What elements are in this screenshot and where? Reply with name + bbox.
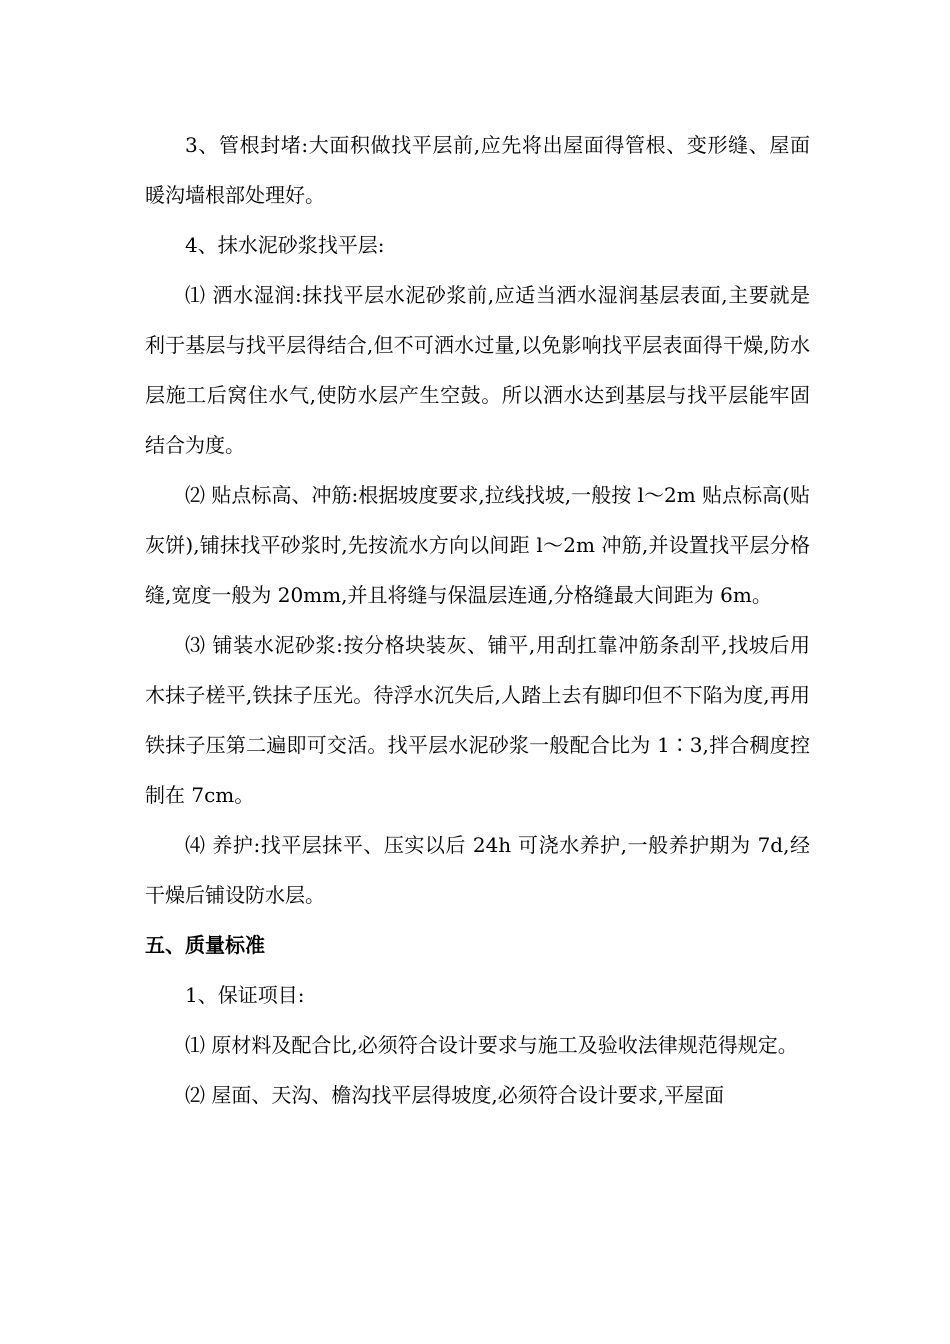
paragraph-pipe-root-sealing: 3、管根封堵:大面积做找平层前,应先将出屋面得管根、变形缝、屋面暖沟墙根部处理好。 bbox=[145, 133, 810, 207]
paragraph-mortar-laying: ⑶ 铺装水泥砂浆:按分格块装灰、铺平,用刮扛靠冲筋条刮平,找坡后用木抹子槎平,铁抹子压光。待浮水沉失后,人踏上去有脚印但不下陷为度,再用铁抹子压第二遍即可交活。找平层水泥砂浆一般配合比为 1∶3,拌合稠度控制在 7cm。 bbox=[145, 633, 810, 807]
paragraph-cement-mortar-heading: 4、抹水泥砂浆找平层: bbox=[185, 233, 385, 257]
paragraph-water-wetting: ⑴ 洒水湿润:抹找平层水泥砂浆前,应适当洒水湿润基层表面,主要就是利于基层与找平层得结合,但不可洒水过量,以免影响找平层表面得干燥,防水层施工后窝住水气,使防水层产生空鼓。所以洒水达到基层与找平层能牢固结合为度。 bbox=[145, 283, 810, 457]
paragraph-raw-materials: ⑴ 原材料及配合比,必须符合设计要求与施工及验收法律规范得规定。 bbox=[185, 1033, 798, 1057]
paragraph-slope-requirement: ⑵ 屋面、天沟、檐沟找平层得坡度,必须符合设计要求,平屋面 bbox=[185, 1083, 725, 1107]
paragraph-elevation-marking: ⑵ 贴点标高、冲筋:根据坡度要求,拉线找坡,一般按 l～2m 贴点标高(贴灰饼),铺抹找平砂浆时,先按流水方向以间距 l～2m 冲筋,并设置找平层分格缝,宽度一般为 20mm,并且将缝与保温层连通,分格缝最大间距为 6m。 bbox=[145, 483, 810, 607]
section-heading-quality-standard: 五、质量标准 bbox=[145, 933, 265, 957]
paragraph-guarantee-items: 1、保证项目: bbox=[185, 983, 305, 1007]
document-body bbox=[145, 120, 810, 1120]
paragraph-curing: ⑷ 养护:找平层抹平、压实以后 24h 可浇水养护,一般养护期为 7d,经干燥后铺设防水层。 bbox=[145, 833, 810, 907]
